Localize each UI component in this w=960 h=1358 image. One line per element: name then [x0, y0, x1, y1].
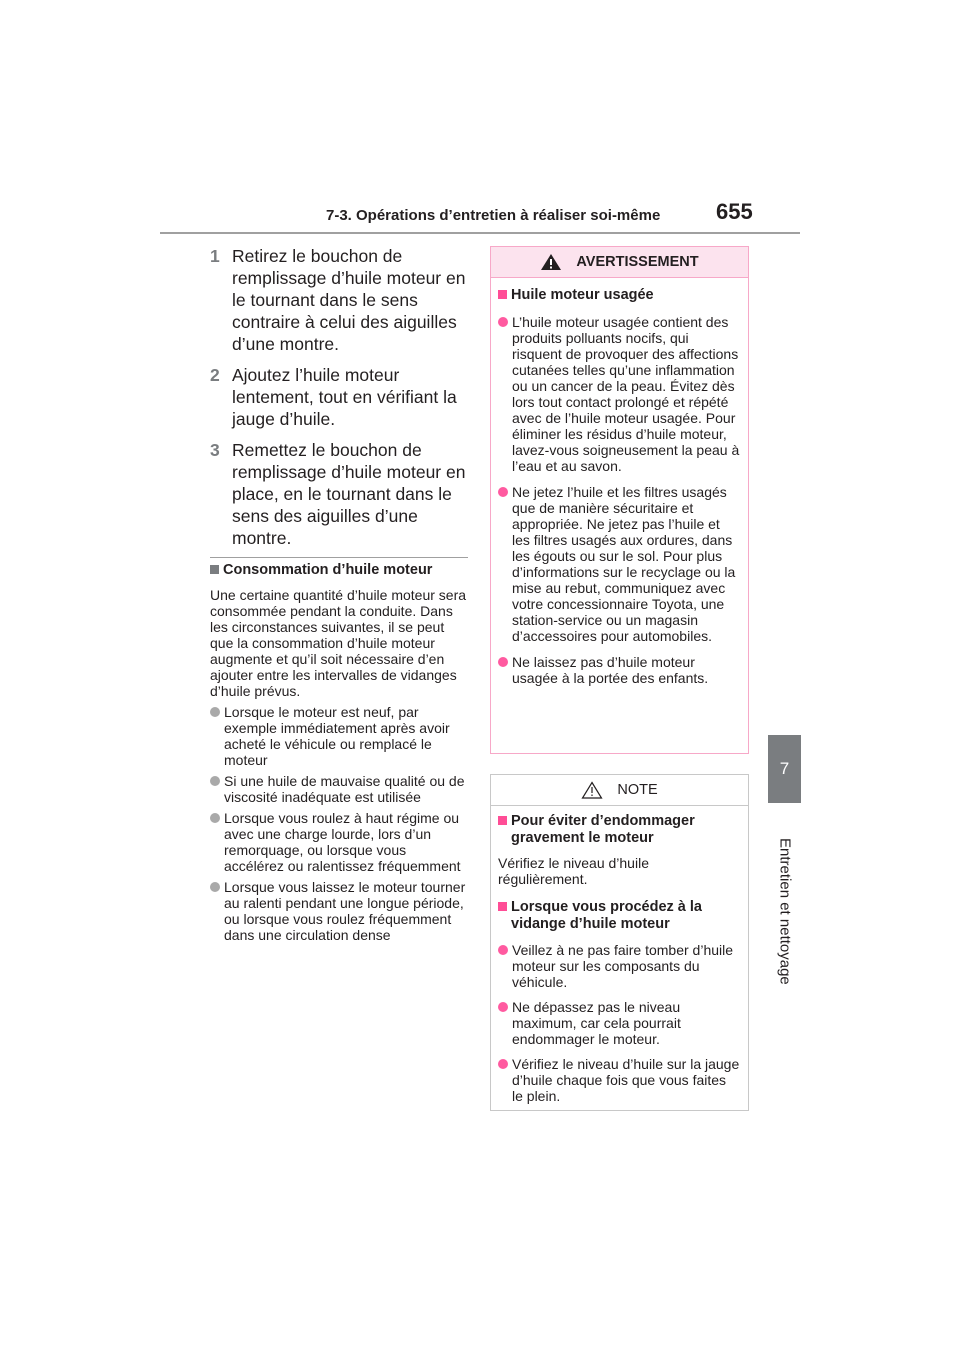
bullet-dot-icon: [210, 776, 220, 786]
note-paragraph: Vérifiez le niveau d’huile régulièrement.: [498, 855, 649, 887]
bullet-dot-icon: [498, 1002, 508, 1012]
heading-text: Lorsque vous procédez à la vidange d’huile moteur: [511, 899, 702, 932]
list-item-text: L’huile moteur usagée contient des produits polluants nocifs, qui risquent de provoquer des affections cutanées telles qu’une inflammation ou un cancer de la peau. Évitez dès lors tout contact prolongé et répété avec de l’huile moteur usagée. Pour éliminer les résidus d’huile moteur, lavez-vous soigneusement la peau à l’eau et au savon.: [512, 314, 740, 474]
step-1: [210, 245, 480, 355]
heading-text: Huile moteur usagée: [511, 287, 654, 303]
list-item: [498, 942, 740, 990]
step-2: [210, 364, 480, 430]
bullet-dot-icon: [498, 657, 508, 667]
section-title: 7-3. Opérations d’entretien à réaliser soi-même: [326, 207, 661, 224]
bullet-dot-icon: [498, 487, 508, 497]
note-body: [491, 806, 748, 1104]
chapter-tab[interactable]: [768, 735, 801, 803]
list-item: [210, 810, 468, 874]
square-bullet-icon: [498, 902, 507, 911]
warning-triangle-icon: [540, 253, 562, 271]
warning-body: [491, 278, 748, 686]
bullet-dot-icon: [210, 882, 220, 892]
step-number: 2: [210, 365, 220, 385]
note-box: [490, 774, 749, 1111]
list-item: [498, 1056, 740, 1104]
list-item-text: Si une huile de mauvaise qualité ou de viscosité inadéquate est utilisée: [224, 773, 465, 805]
bullet-dot-icon: [498, 1059, 508, 1069]
list-item-text: Ne dépassez pas le niveau maximum, car cela pourrait endommager le moteur.: [512, 999, 681, 1047]
intro-paragraph: Une certaine quantité d’huile moteur sera consommée pendant la conduite. Dans les circonstances suivantes, il se peut que la consommation d’huile moteur augmente et qu’il soit nécessaire d’en ajouter entre les intervalles de vidanges d’huile prévus.: [210, 587, 467, 699]
list-item: [210, 773, 468, 805]
list-item: [498, 314, 740, 474]
step-number: 3: [210, 440, 220, 460]
square-bullet-icon: [498, 290, 507, 299]
page-number: 655: [716, 199, 753, 224]
chapter-label-text: Entretien et nettoyage: [776, 837, 794, 985]
note-title: NOTE: [617, 782, 658, 798]
section-heading: [210, 562, 468, 579]
section-divider: [210, 557, 468, 558]
bullet-dot-icon: [498, 317, 508, 327]
bullet-dot-icon: [498, 945, 508, 955]
step-text: Ajoutez l’huile moteur lentement, tout en vérifiant la jauge d’huile.: [232, 365, 457, 429]
list-item-text: Ne jetez l’huile et les filtres usagés que de manière sécuritaire et appropriée. Ne jetez pas l’huile et les filtres usagés aux ordures, dans les égouts ou sur le sol. Pour plus d’informations sur le recyclage ou la mise au rebut, communiquez avec votre concessionnaire Toyota, une station-service ou un magasin d’accessoires pour automobiles.: [512, 484, 736, 644]
list-item-text: Lorsque vous laissez le moteur tourner au ralenti pendant une longue période, ou lorsque vous roulez fréquemment dans une circulation dense: [224, 879, 466, 943]
warning-title: AVERTISSEMENT: [576, 254, 699, 270]
list-item: [498, 484, 740, 644]
list-item-text: Ne laissez pas d’huile moteur usagée à la portée des enfants.: [512, 654, 709, 686]
note-heading: [498, 813, 740, 847]
step-text: Retirez le bouchon de remplissage d’huile moteur en le tournant dans le sens contraire à celui des aiguilles d’une montre.: [232, 246, 466, 354]
list-item: [498, 654, 740, 686]
note-header: [491, 775, 748, 806]
consumption-section: [210, 562, 468, 943]
procedure-steps: [210, 245, 480, 558]
caution-triangle-icon: [581, 781, 603, 799]
heading-text: Pour éviter d’endommager gravement le moteur: [511, 813, 695, 846]
heading-text: Consommation d’huile moteur: [223, 562, 433, 578]
list-item-text: Lorsque vous roulez à haut régime ou avec une charge lourde, lors d’un remorquage, ou lorsque vous accélérez ou ralentissez fréquemment: [224, 810, 461, 874]
list-item: [210, 879, 468, 943]
step-3: [210, 439, 480, 549]
warning-header: [491, 247, 748, 278]
warning-heading: [498, 287, 740, 304]
square-bullet-icon: [210, 565, 219, 574]
chapter-number: 7: [779, 759, 790, 778]
list-item-text: Lorsque le moteur est neuf, par exemple immédiatement après avoir acheté le véhicule ou remplacé le moteur: [224, 704, 450, 768]
step-text: Remettez le bouchon de remplissage d’huile moteur en place, en le tournant dans le sens des aiguilles d’une montre.: [232, 440, 466, 548]
list-item: [498, 999, 740, 1047]
list-item-text: Vérifiez le niveau d’huile sur la jauge d’huile chaque fois que vous faites le plein.: [512, 1056, 740, 1104]
bullet-dot-icon: [210, 813, 220, 823]
header-divider: [160, 232, 800, 234]
chapter-label: [762, 816, 808, 1006]
list-item-text: Veillez à ne pas faire tomber d’huile moteur sur les composants du véhicule.: [512, 942, 734, 990]
list-item: [210, 704, 468, 768]
step-number: 1: [210, 246, 220, 266]
warning-box: [490, 246, 749, 754]
bullet-dot-icon: [210, 707, 220, 717]
note-heading: [498, 899, 740, 933]
square-bullet-icon: [498, 816, 507, 825]
